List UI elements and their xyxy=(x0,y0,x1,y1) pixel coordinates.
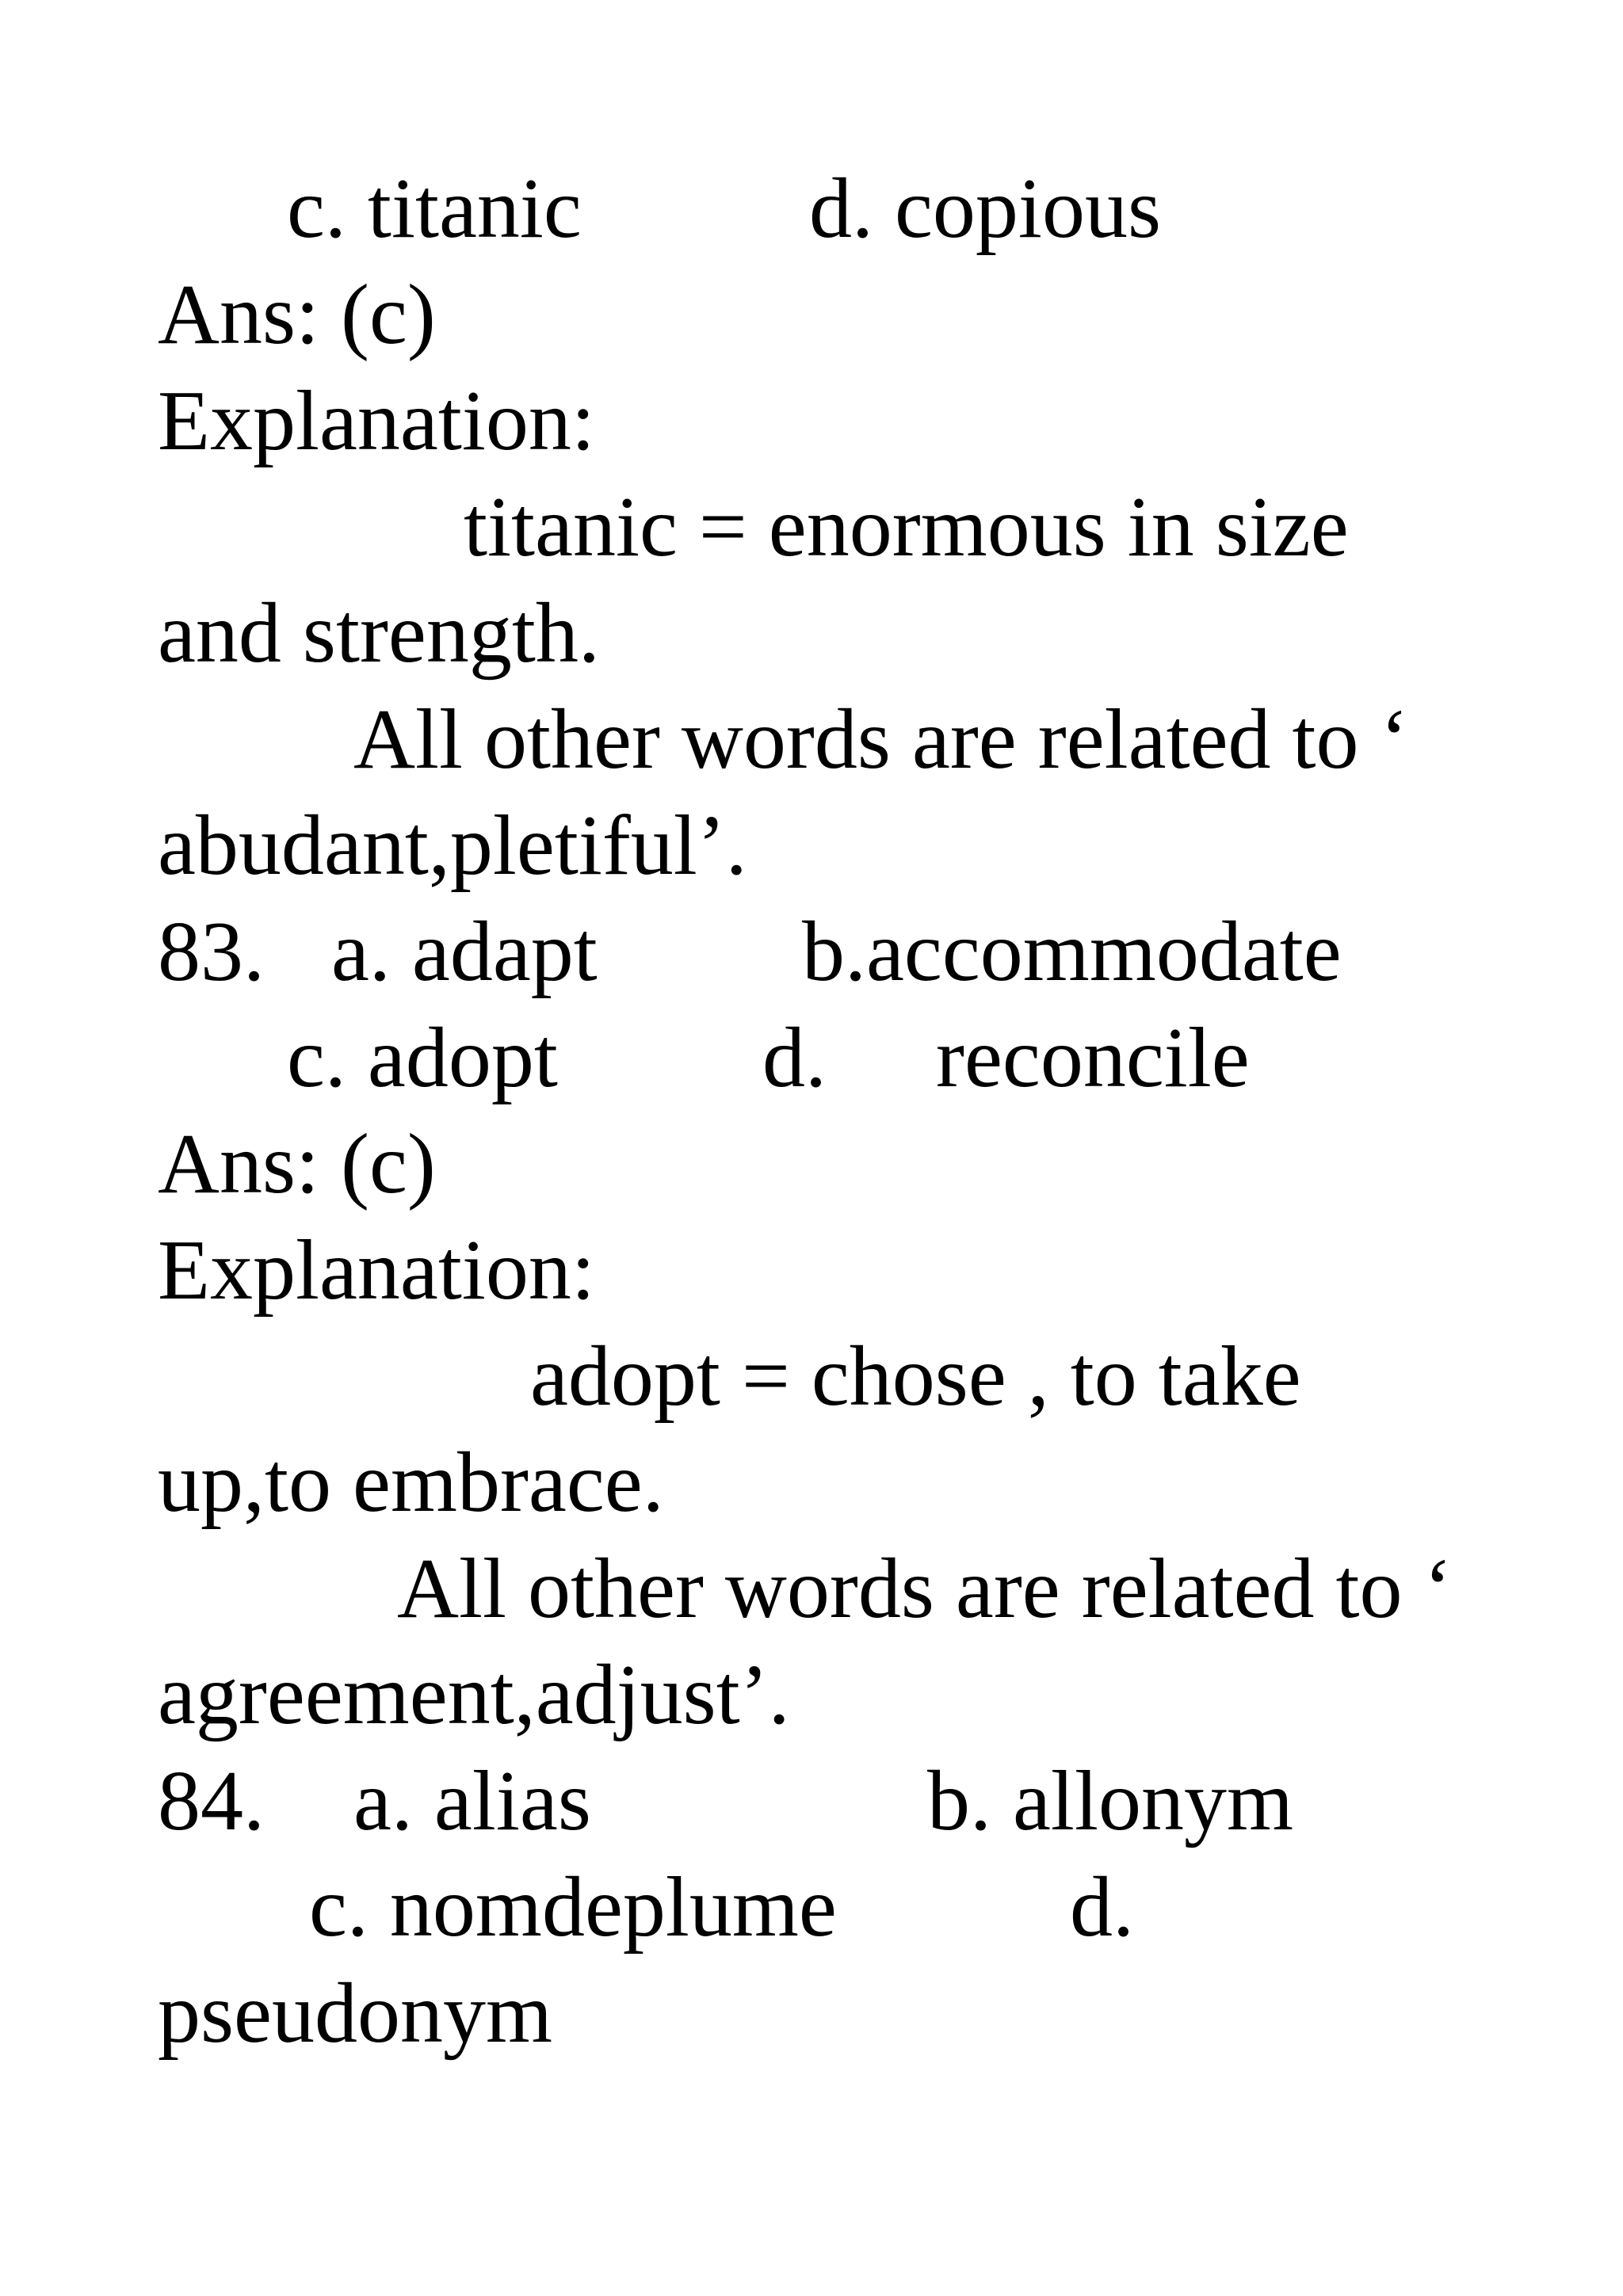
q84-options-ab-row xyxy=(0,1749,1623,1855)
q83-note-line-1: All other words are related to ‘ xyxy=(397,1542,1453,1636)
q82-options-cd-row xyxy=(0,156,1623,262)
q82-explanation-heading: Explanation: xyxy=(158,374,595,468)
q83-answer-row xyxy=(0,1112,1623,1218)
q82-note-line-2: abudant,pletiful’. xyxy=(158,799,747,893)
q83-definition-line-2: up,to embrace. xyxy=(158,1436,664,1530)
q82-note-line-1: All other words are related to ‘ xyxy=(353,692,1409,787)
q84-number: 84. xyxy=(158,1754,265,1848)
q83-option-c: c. adopt xyxy=(287,1011,558,1105)
q82-definition-line-2: and strength. xyxy=(158,586,600,681)
q83-explanation-heading-row xyxy=(0,1218,1623,1324)
q82-answer: Ans: (c) xyxy=(158,268,436,362)
q83-note-row-2 xyxy=(0,1642,1623,1749)
q82-option-c: c. titanic xyxy=(287,162,582,256)
q82-explanation-heading-row xyxy=(0,368,1623,475)
q82-answer-row xyxy=(0,262,1623,368)
q83-number: 83. xyxy=(158,905,265,999)
q84-options-cd-row xyxy=(0,1855,1623,1961)
q84-option-c: c. nomdeplume xyxy=(309,1860,837,1955)
q84-option-a: a. alias xyxy=(353,1754,591,1848)
q83-options-ab-row xyxy=(0,899,1623,1005)
q83-option-a: a. adapt xyxy=(331,905,598,999)
q82-note-row-2 xyxy=(0,793,1623,899)
q84-option-d-row xyxy=(0,1961,1623,2067)
q83-note-line-2: agreement,adjust’. xyxy=(158,1648,790,1742)
q83-definition-row-1 xyxy=(0,1324,1623,1430)
q83-definition-row-2 xyxy=(0,1430,1623,1536)
q83-option-b: b.accommodate xyxy=(802,905,1342,999)
q82-note-row-1 xyxy=(0,687,1623,793)
q83-note-row-1 xyxy=(0,1536,1623,1642)
q82-option-d: d. copious xyxy=(809,162,1161,256)
q84-option-d-label: d. xyxy=(1070,1860,1134,1955)
q83-option-d-text: reconcile xyxy=(936,1011,1250,1105)
q83-answer: Ans: (c) xyxy=(158,1117,436,1211)
q84-option-b: b. allonym xyxy=(927,1754,1293,1848)
q82-definition-line-1: titanic = enormous in size xyxy=(464,480,1349,574)
q83-explanation-heading: Explanation: xyxy=(158,1223,595,1318)
q82-definition-row-1 xyxy=(0,475,1623,581)
q82-definition-row-2 xyxy=(0,581,1623,687)
q83-option-d-label: d. xyxy=(762,1011,827,1105)
q84-option-d-text: pseudonym xyxy=(158,1966,552,2061)
q83-options-cd-row xyxy=(0,1005,1623,1112)
q83-definition-line-1: adopt = chose , to take xyxy=(530,1329,1301,1424)
